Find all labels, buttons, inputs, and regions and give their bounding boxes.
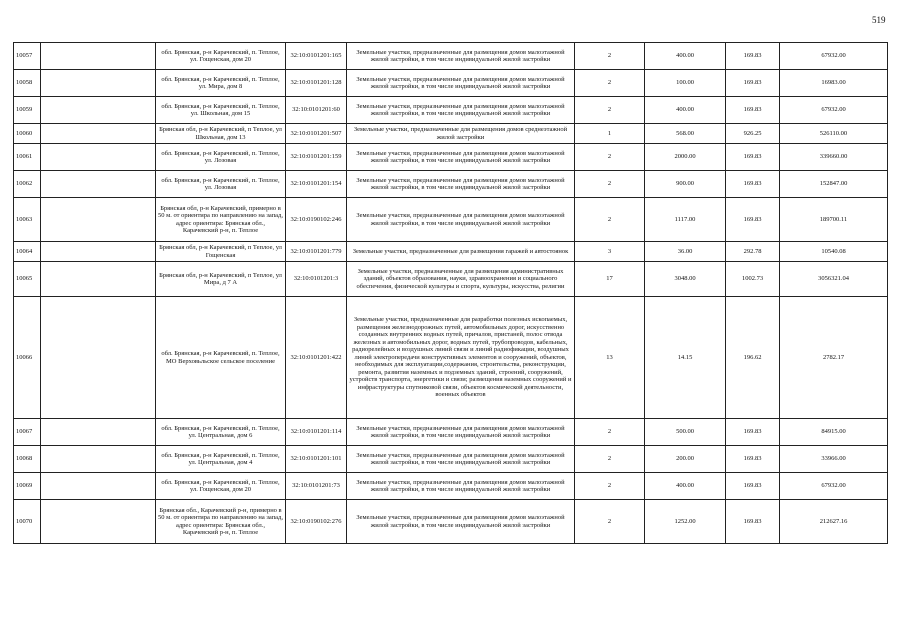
address: Брянская обл., Карачевский р-н, примерно в 50 м. от ориентира по направлению на запад, адрес ориентира: Брянская обл., Карачевский р-н, п. Теплое <box>156 500 286 544</box>
record-number: 10058 <box>14 70 41 97</box>
cadastral-number: 32:10:0190102:276 <box>286 500 347 544</box>
land-use-type: Земельные участки, предназначенные для размещения домов малоэтажной жилой застройки, в том числе индивидуальной жилой застройки <box>347 144 575 171</box>
cadastral-value: 84915.00 <box>780 419 888 446</box>
cadastral-value: 67932.00 <box>780 43 888 70</box>
table-row <box>14 242 888 262</box>
cadastral-number: 32:10:0101201:165 <box>286 43 347 70</box>
address: обл. Брянская, р-н Карачевский, п. Теплое, ул. Лозовая <box>156 144 286 171</box>
record-number: 10059 <box>14 97 41 124</box>
table-row <box>14 297 888 419</box>
cadastral-value: 67932.00 <box>780 97 888 124</box>
empty-cell <box>41 262 156 297</box>
empty-cell <box>41 198 156 242</box>
cadastral-value-table <box>13 42 888 544</box>
table-row <box>14 198 888 242</box>
group-number: 13 <box>575 297 645 419</box>
group-number: 2 <box>575 144 645 171</box>
cadastral-number: 32:10:0190102:246 <box>286 198 347 242</box>
area: 900.00 <box>645 171 726 198</box>
specific-value: 292.78 <box>726 242 780 262</box>
area: 1252.00 <box>645 500 726 544</box>
specific-value: 926.25 <box>726 124 780 144</box>
specific-value: 169.83 <box>726 70 780 97</box>
empty-cell <box>41 70 156 97</box>
group-number: 1 <box>575 124 645 144</box>
group-number: 2 <box>575 446 645 473</box>
address: Брянская обл, р-н Карачевский, примерно в 50 м. от ориентира по направлению на запад, адрес ориентира: Брянская обл., Карачевский р-н, п. Теплое <box>156 198 286 242</box>
cadastral-number: 32:10:0101201:114 <box>286 419 347 446</box>
empty-cell <box>41 500 156 544</box>
table-row <box>14 171 888 198</box>
land-use-type: Земельные участки, предназначенные для размещения домов малоэтажной жилой застройки, в том числе индивидуальной жилой застройки <box>347 419 575 446</box>
cadastral-number: 32:10:0101201:159 <box>286 144 347 171</box>
cadastral-value: 67932.00 <box>780 473 888 500</box>
empty-cell <box>41 242 156 262</box>
cadastral-number: 32:10:0101201:779 <box>286 242 347 262</box>
address: Брянская обл, р-н Карачевский, п Теплое, ул Мира, д 7 А <box>156 262 286 297</box>
land-use-type: Земельные участки, предназначенные для разработки полезных ископаемых, размещения железнодорожных путей, автомобильных дорог, искусственно созданных внутренних водных путей, причалов, пристаней, полос отвода железных и автомобильных дорог, водных путей, трубопроводов, кабельных, радиорелейных и воздушных линий связи и линий радиофикации, воздушных линий электропередачи конструктивных элементов и сооружений, объектов, необходимых для эксплуатации,содержания, строительства, реконструкции, ремонта, развития наземных и подземных зданий, строений, сооружений, устройств транспорта, энергетики и связи; размещения наземных сооружений и инфраструктуры спутниковой связи, объектов космической деятельности, военных объектов <box>347 297 575 419</box>
address: обл. Брянская, р-н Карачевский, п. Теплое, ул. Лозовая <box>156 171 286 198</box>
group-number: 2 <box>575 97 645 124</box>
group-number: 2 <box>575 473 645 500</box>
land-use-type: Земельные участки, предназначенные для размещения домов малоэтажной жилой застройки, в том числе индивидуальной жилой застройки <box>347 43 575 70</box>
record-number: 10060 <box>14 124 41 144</box>
land-use-type: Земельные участки, предназначенные для размещения домов малоэтажной жилой застройки, в том числе индивидуальной жилой застройки <box>347 500 575 544</box>
specific-value: 169.83 <box>726 473 780 500</box>
group-number: 2 <box>575 198 645 242</box>
address: обл. Брянская, р-н Карачевский, п. Теплое, ул. Школьная, дом 15 <box>156 97 286 124</box>
land-use-type: Земельные участки, предназначенные для размещения домов малоэтажной жилой застройки, в том числе индивидуальной жилой застройки <box>347 473 575 500</box>
cadastral-number: 32:10:0101201:422 <box>286 297 347 419</box>
land-use-type: Земельные участки, предназначенные для размещения домов малоэтажной жилой застройки, в том числе индивидуальной жилой застройки <box>347 198 575 242</box>
group-number: 2 <box>575 500 645 544</box>
cadastral-value: 3056321.04 <box>780 262 888 297</box>
specific-value: 196.62 <box>726 297 780 419</box>
group-number: 3 <box>575 242 645 262</box>
table-row <box>14 500 888 544</box>
table-row <box>14 473 888 500</box>
land-use-type: Земельные участки, предназначенные для размещения гаражей и автостоянок <box>347 242 575 262</box>
table-row <box>14 144 888 171</box>
area: 100.00 <box>645 70 726 97</box>
cadastral-number: 32:10:0101201:128 <box>286 70 347 97</box>
table-row <box>14 43 888 70</box>
cadastral-value: 10540.08 <box>780 242 888 262</box>
table-row <box>14 124 888 144</box>
group-number: 2 <box>575 171 645 198</box>
cadastral-value: 189700.11 <box>780 198 888 242</box>
table-row <box>14 70 888 97</box>
address: Брянская обл, р-н Карачевский, п Теплое, ул Гощенская <box>156 242 286 262</box>
area: 400.00 <box>645 43 726 70</box>
area: 14.15 <box>645 297 726 419</box>
land-use-type: Земельные участки, предназначенные для размещения административных зданий, объектов образования, науки, здравоохранения и социального обеспечения, физической культуры и спорта, культуры, искусства, религии <box>347 262 575 297</box>
specific-value: 169.83 <box>726 97 780 124</box>
area: 400.00 <box>645 97 726 124</box>
group-number: 2 <box>575 419 645 446</box>
specific-value: 169.83 <box>726 144 780 171</box>
empty-cell <box>41 419 156 446</box>
specific-value: 169.83 <box>726 171 780 198</box>
cadastral-number: 32:10:0101201:73 <box>286 473 347 500</box>
address: обл. Брянская, р-н Карачевский, п. Теплое, ул. Центральная, дом 4 <box>156 446 286 473</box>
specific-value: 1002.73 <box>726 262 780 297</box>
table-row <box>14 446 888 473</box>
specific-value: 169.83 <box>726 43 780 70</box>
table-body <box>14 43 888 544</box>
area: 200.00 <box>645 446 726 473</box>
area: 3048.00 <box>645 262 726 297</box>
table-row <box>14 419 888 446</box>
area: 400.00 <box>645 473 726 500</box>
land-use-type: Земельные участки, предназначенные для размещения домов малоэтажной жилой застройки, в том числе индивидуальной жилой застройки <box>347 446 575 473</box>
cadastral-value: 152847.00 <box>780 171 888 198</box>
cadastral-value: 526110.00 <box>780 124 888 144</box>
cadastral-number: 32:10:0101201:507 <box>286 124 347 144</box>
area: 36.00 <box>645 242 726 262</box>
land-use-type: Земельные участки, предназначенные для размещения домов малоэтажной жилой застройки, в том числе индивидуальной жилой застройки <box>347 171 575 198</box>
specific-value: 169.83 <box>726 500 780 544</box>
specific-value: 169.83 <box>726 419 780 446</box>
record-number: 10065 <box>14 262 41 297</box>
table-row <box>14 262 888 297</box>
land-use-type: Земельные участки, предназначенные для размещения домов малоэтажной жилой застройки, в том числе индивидуальной жилой застройки <box>347 70 575 97</box>
area: 2000.00 <box>645 144 726 171</box>
empty-cell <box>41 473 156 500</box>
specific-value: 169.83 <box>726 198 780 242</box>
empty-cell <box>41 124 156 144</box>
area: 1117.00 <box>645 198 726 242</box>
land-use-type: Земельные участки, предназначенные для размещения домов малоэтажной жилой застройки, в том числе индивидуальной жилой застройки <box>347 97 575 124</box>
record-number: 10057 <box>14 43 41 70</box>
empty-cell <box>41 297 156 419</box>
group-number: 17 <box>575 262 645 297</box>
table-row <box>14 97 888 124</box>
empty-cell <box>41 144 156 171</box>
cadastral-number: 32:10:0101201:154 <box>286 171 347 198</box>
empty-cell <box>41 97 156 124</box>
record-number: 10064 <box>14 242 41 262</box>
empty-cell <box>41 43 156 70</box>
cadastral-value: 2782.17 <box>780 297 888 419</box>
group-number: 2 <box>575 70 645 97</box>
land-use-type: Земельные участки, предназначенные для размещения домов среднеэтажной жилой застройки <box>347 124 575 144</box>
record-number: 10061 <box>14 144 41 171</box>
address: обл. Брянская, р-н Карачевский, п. Теплое, ул. Центральная, дом 6 <box>156 419 286 446</box>
cadastral-value: 16983.00 <box>780 70 888 97</box>
cadastral-number: 32:10:0101201:60 <box>286 97 347 124</box>
specific-value: 169.83 <box>726 446 780 473</box>
area: 568.00 <box>645 124 726 144</box>
record-number: 10066 <box>14 297 41 419</box>
address: Брянская обл, р-н Карачевский, п Теплое, ул Школьная, дом 13 <box>156 124 286 144</box>
cadastral-value: 339660.00 <box>780 144 888 171</box>
cadastral-value: 212627.16 <box>780 500 888 544</box>
address: обл. Брянская, р-н Карачевский, п. Теплое, ул. Гощенская, дом 20 <box>156 43 286 70</box>
area: 500.00 <box>645 419 726 446</box>
empty-cell <box>41 446 156 473</box>
address: обл. Брянская, р-н Карачевский, п. Теплое, ул. Мира, дом 8 <box>156 70 286 97</box>
record-number: 10068 <box>14 446 41 473</box>
address: обл. Брянская, р-н Карачевский, п. Теплое, МО Верховьльское сельское поселение <box>156 297 286 419</box>
cadastral-value: 33966.00 <box>780 446 888 473</box>
record-number: 10069 <box>14 473 41 500</box>
group-number: 2 <box>575 43 645 70</box>
record-number: 10062 <box>14 171 41 198</box>
record-number: 10070 <box>14 500 41 544</box>
empty-cell <box>41 171 156 198</box>
record-number: 10063 <box>14 198 41 242</box>
cadastral-number: 32:10:0101201:101 <box>286 446 347 473</box>
address: обл. Брянская, р-н Карачевский, п. Теплое, ул. Гощенская, дом 20 <box>156 473 286 500</box>
record-number: 10067 <box>14 419 41 446</box>
page-number: 519 <box>872 15 886 25</box>
cadastral-number: 32:10:0101201:3 <box>286 262 347 297</box>
